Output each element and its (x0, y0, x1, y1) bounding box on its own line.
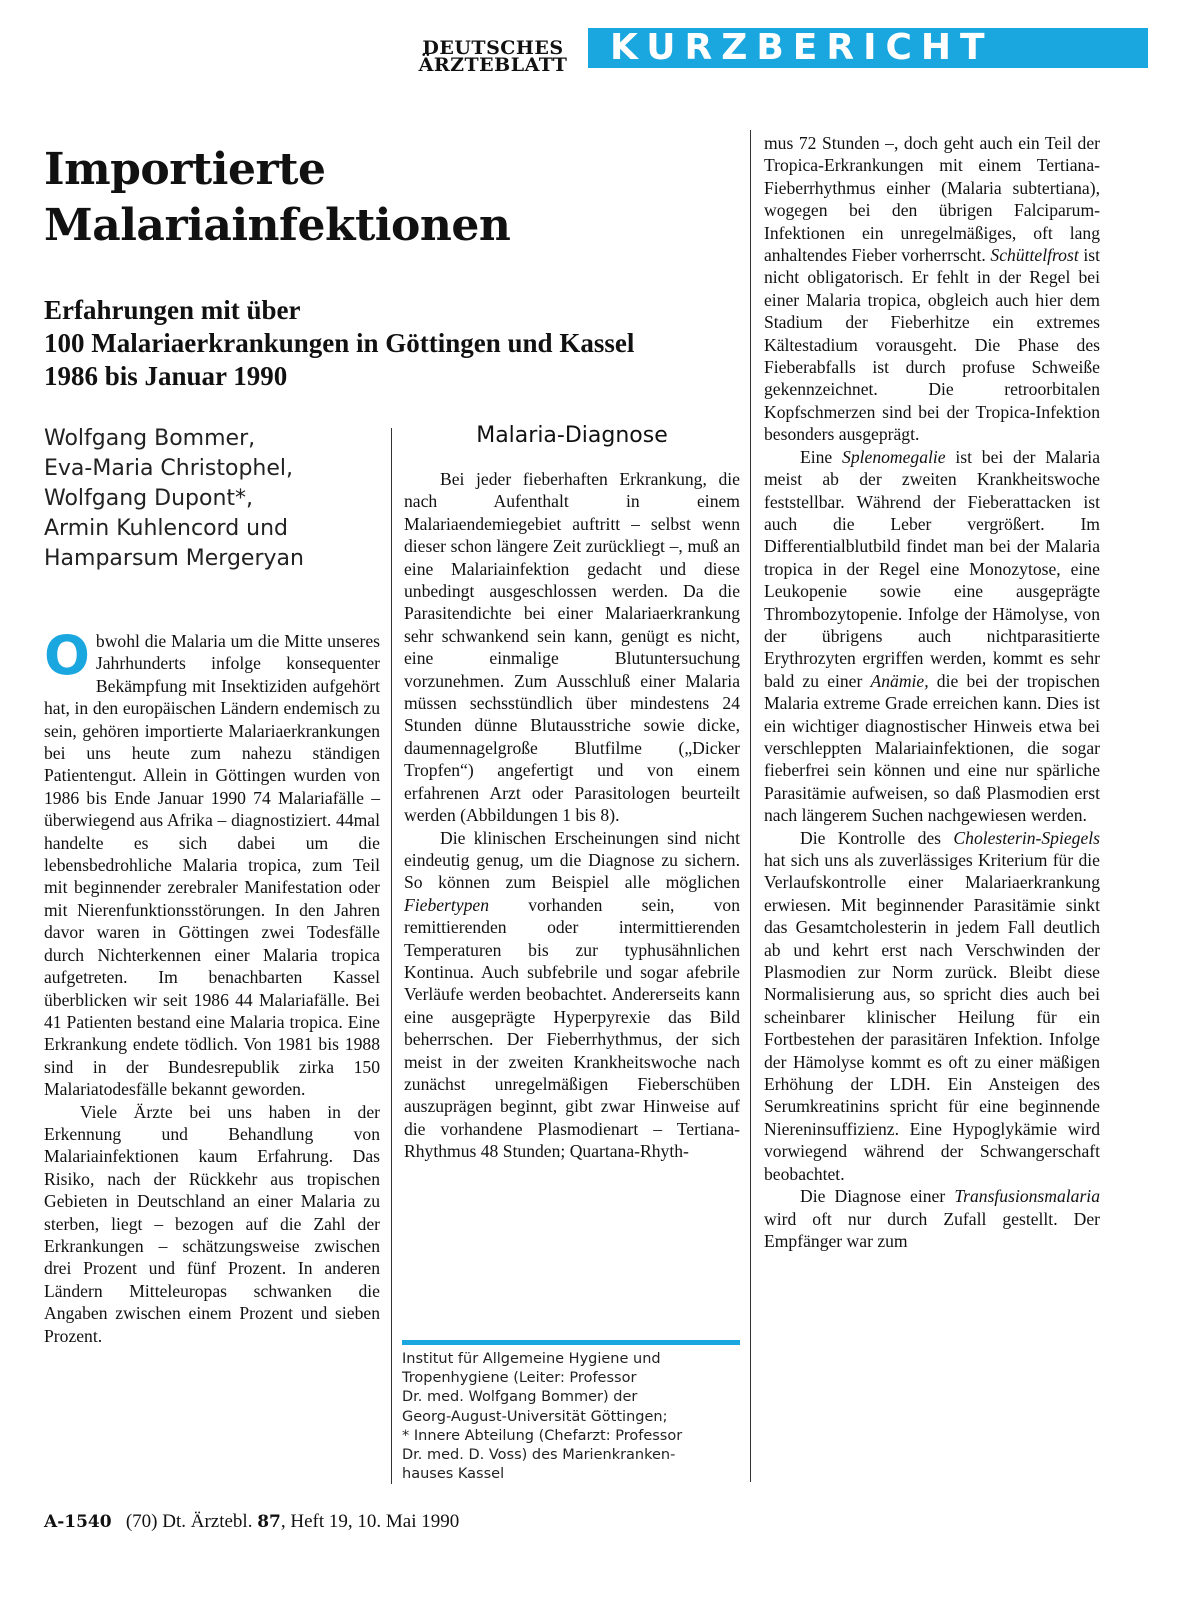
affiliation-line: Dr. med. Wolfgang Bommer) der (402, 1389, 638, 1406)
subtitle-line-2: 100 Malariaerkrankungen in Göttingen und Kassel (44, 328, 635, 358)
article-subtitle (44, 294, 784, 393)
section-heading: Malaria-Diagnose (476, 423, 668, 448)
section-banner (588, 28, 1148, 68)
affiliation-line: * Innere Abteilung (Chefarzt: Professor (402, 1427, 683, 1444)
paragraph-text: die bei der tropischen Malaria extreme Grade erreichen kann. Dies ist ein wichtiger diagnostischer Hinweis etwa bei verschleppten Malariainfektionen, die sogar fieberfrei sein können und eine nur spärliche Parasitämie aufweisen, so daß Plasmodien erst nach längerem Suchen nachgewiesen werden. (764, 670, 1100, 826)
paragraph-text: bwohl die Malaria um die Mitte unseres Jahrhunderts infolge konsequenter Bekämpfung mit Insektiziden aufgehört hat, in den europäischen Ländern endemisch zu sein, gehören importierte Malariaerkrankungen bei uns heute zum nahezu ständigen Patientengut. Allein in Göttingen wurden von 1986 bis Ende Januar 1990 74 Malariafälle – überwiegend aus Afrika – diagnostiziert. 44mal handelte es sich dabei um die lebensbedrohliche Malaria tropica, zum Teil mit beginnender zerebraler Manifestation oder mit Nierenfunktionsstörungen. In den Jahren davor waren in Göttingen zwei Todesfälle durch Nichterkennen einer Malaria tropica aufgetreten. Im benachbarten Kassel überblicken wir seit 1986 44 Malariafälle. Bei 41 Patienten bestand eine Malaria tropica. Eine Erkrankung endete tödlich. Von 1981 bis 1988 sind in der Bundesrepublik zirka 150 Malariatodesfälle bekannt geworden. (44, 631, 380, 1100)
subtitle-line-3: 1986 bis Januar 1990 (44, 361, 288, 391)
footer-citation: (70) Dt. Ärztebl. (125, 1511, 253, 1532)
paragraph-text: wird oft nur durch Zufall gestellt. Der Empfänger war zum (764, 1208, 1100, 1251)
author: Wolfgang Dupont*, (44, 486, 253, 511)
author: Wolfgang Bommer, (44, 426, 256, 451)
author: Armin Kuhlencord und (44, 516, 289, 541)
affiliation-note (402, 1350, 740, 1484)
paragraph-text: hat sich uns als zuverlässiges Kriterium für die Verlaufskontrolle einer Malariaerkrankung erwiesen. Mit beginnender Parasitämie sinkt das Gesamtcholesterin in jedem Fall deutlich ab und kehrt erst nach Verschwinden der Plasmodien zur Norm zurück. Bleibt diese Normalisierung aus, so spricht dies auch bei scheinbarer klinischer Heilung für ein Fortbestehen der parasitären Infektion. Infolge der Hämolyse kommt es oft zu einer mäßigen Erhöhung der LDH. Ein Ansteigen des Serumkreatinins spricht für eine beginnende Niereninsuffizienz. Eine Hypoglykämie wird vorwiegend während der Schwangerschaft beobachtet. (764, 850, 1100, 1184)
emphasis: Transfusionsmalaria (954, 1186, 1100, 1207)
text-column-2 (404, 468, 740, 1163)
emphasis: Schüttelfrost (990, 245, 1079, 266)
emphasis: Fiebertypen (404, 894, 489, 915)
journal-logo (418, 37, 568, 76)
paragraph (764, 446, 1100, 827)
paragraph-text: vorhanden sein, von remittierenden oder intermittierenden Temperaturen bis zur typhusähnlichen Kontinua. Auch subfebrile und sogar afebrile Verläufe werden beobachtet. Andererseits kann eine ausgeprägte Hyperpyrexie das Bild beherrschen. Der Fieberrhythmus, der sich meist in der zweiten Krankheitswoche nach zunächst unregelmäßigen Fieberschüben auszuprägen beginnt, gibt zwar Hinweise auf die vorhandene Plasmodienart – Tertiana-Rhythmus 48 Stunden; Quartana-Rhyth- (404, 894, 740, 1162)
paragraph: Bei jeder fieberhaften Erkrankung, die nach Aufenthalt in einem Malariaendemiegebiet auftritt – selbst wenn dieser schon längere Zeit zurückliegt –, muß an eine Malariainfektion gedacht und diese unbedingt ausgeschlossen werden. Da die Parasitendichte bei einer Malariaerkrankung sehr schwankend sein kann, genügt es nicht, eine einmalige Blutuntersuchung vorzunehmen. Zum Ausschluß einer Malaria müssen sechsstündlich über mindestens 24 Stunden dünne Blutausstriche sowie dicke, daumennagelgroße Blutfilme („Dicker Tropfen“) angefertigt und von einem erfahrenen Arzt oder Parasitologen beurteilt werden (Abbildungen 1 bis 8). (404, 469, 740, 826)
journal-name-line1: DEUTSCHES (422, 37, 564, 59)
paragraph (764, 827, 1100, 1186)
paragraph: Viele Ärzte bei uns haben in der Erkennung und Behandlung von Malariainfektionen kaum Erfahrung. Das Risiko, nach der Rückkehr aus tropischen Gebieten in Deutschland an einer Malaria zu sterben, liegt – bezogen auf die Zahl der Erkrankungen – schätzungsweise zwischen drei Prozent und fünf Prozent. In anderen Ländern Mitteleuropas schwanken die Angaben zwischen einem Prozent und sieben Prozent. (44, 1101, 380, 1346)
emphasis: Anämie, (870, 670, 929, 691)
title-line-2: Malariainfektionen (44, 200, 511, 251)
journal-name-line2: ÄRZTEBLATT (418, 54, 568, 76)
emphasis: Cholesterin-Spiegels (953, 827, 1100, 848)
column-divider (391, 428, 392, 1484)
affiliation-line: Institut für Allgemeine Hygiene und (402, 1351, 661, 1367)
affiliation-rule (402, 1340, 740, 1345)
paragraph (404, 827, 740, 1163)
subtitle-line-1: Erfahrungen mit über (44, 295, 301, 325)
article-title (44, 142, 744, 254)
paragraph (44, 624, 380, 1101)
text-column-1 (44, 624, 380, 1347)
text-column-3 (764, 132, 1100, 1252)
page-footer (44, 1510, 744, 1534)
author: Eva-Maria Christophel, (44, 456, 293, 481)
author-list (44, 424, 384, 574)
drop-cap: O (44, 624, 90, 687)
paragraph-text: ist nicht obligatorisch. Er fehlt in der Regel bei einer Malaria tropica, obgleich auch hier dem Stadium der Fieberhitze ein extremes Kältestadium vorausgeht. Die Phase des Fieberabfalls ist durch profuse Schweiße gekennzeichnet. Die retroorbitalen Kopfschmerzen sind bei der Tropica-Infektion besonders ausgeprägt. (764, 245, 1100, 445)
footer-issue: , Heft 19, 10. Mai 1990 (280, 1511, 460, 1532)
section-label: KURZBERICHT (610, 27, 994, 68)
paragraph-text: Eine (800, 446, 843, 467)
affiliation-line: Dr. med. D. Voss) des Marienkranken- (402, 1447, 676, 1464)
page-code: A-1540 (44, 1512, 112, 1532)
paragraph (764, 1185, 1100, 1252)
paragraph-text: Die Kontrolle des (800, 827, 954, 848)
affiliation-line: hauses Kassel (402, 1466, 505, 1483)
paragraph-text: Die klinischen Erscheinungen sind nicht eindeutig genug, um die Diagnose zu sichern. So können zum Beispiel alle möglichen (404, 827, 740, 893)
affiliation-line: Georg-August-Universität Göttingen; (402, 1408, 668, 1425)
column-divider (750, 130, 751, 1482)
emphasis: Splenomegalie (842, 446, 946, 467)
paragraph-text: mus 72 Stunden –, doch geht auch ein Teil der Tropica-Erkrankungen mit einem Tertiana-Fieberrhythmus einher (Malaria subtertiana), wogegen bei den übrigen Falciparum-Infektionen ein unregelmäßiges, oft lang anhaltendes Fieber vorherrscht. (764, 133, 1100, 266)
author: Hamparsum Mergeryan (44, 546, 304, 571)
paragraph-text: Die Diagnose einer (800, 1186, 955, 1207)
paragraph (764, 132, 1100, 446)
affiliation-line: Tropenhygiene (Leiter: Professor (402, 1370, 637, 1387)
volume-number: 87 (257, 1512, 281, 1532)
paragraph-text: ist bei der Malaria meist ab der zweiten Krankheitswoche feststellbar. Während der Fieberattacken ist auch die Leber vergrößert. Im Differentialblutbild findet man bei der Malaria tropica in der Regel eine Monozytose, eine Leukopenie sowie eine ausgeprägte Thrombozytopenie. Infolge der Hämolyse, von der übrigens auch nichtparasitierte Erythrozyten ergriffen werden, kommt es sehr bald zu einer (764, 446, 1101, 691)
title-line-1: Importierte (44, 144, 326, 195)
